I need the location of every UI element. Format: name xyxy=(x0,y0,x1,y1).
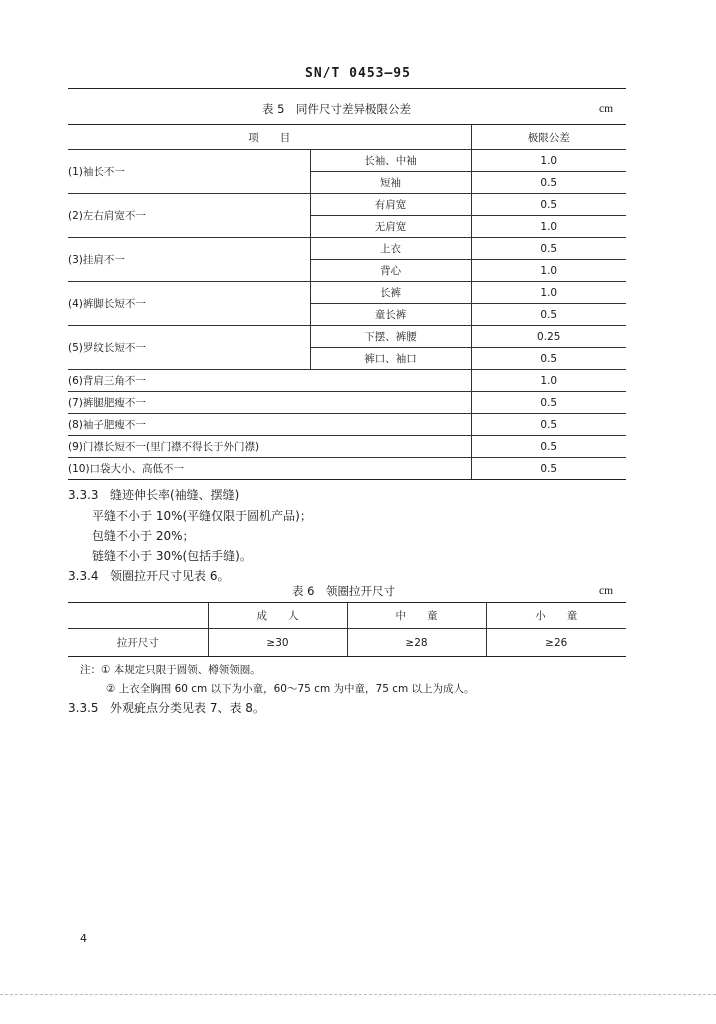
section-3-3-3-line: 包缝不小于 20%； xyxy=(92,529,195,543)
table5-sub-item: 裤口、袖口 xyxy=(310,348,471,370)
table5-sub-item: 下摆、裤腰 xyxy=(310,326,471,348)
table5-unit: cm xyxy=(599,103,614,115)
table5-value: 0.5 xyxy=(471,172,626,194)
note-item: ② 上衣全胸围 60 cm 以下为小童，60～75 cm 为中童，75 cm 以上为成人。 xyxy=(106,683,475,695)
section-title: 缝迹伸长率(袖缝、摆缝) xyxy=(110,488,240,502)
table6-value-small-child: ≥26 xyxy=(486,629,626,657)
table5-value: 0.5 xyxy=(471,436,626,458)
table6-caption: 表 6 领圈拉开尺寸 xyxy=(292,584,395,598)
table5-value: 1.0 xyxy=(471,260,626,282)
section-3-3-4-heading xyxy=(68,567,229,584)
document-id: SN/T 0453—95 xyxy=(305,66,411,81)
table5-value: 0.5 xyxy=(471,458,626,480)
table5-item: (8)袖子肥瘦不一 xyxy=(68,414,471,436)
section-3-3-3-line: 链缝不小于 30%(包括手缝)。 xyxy=(92,549,252,563)
note-prefix: 注： xyxy=(80,664,101,676)
table5-value: 0.5 xyxy=(471,238,626,260)
table5-sub-item: 无肩宽 xyxy=(310,216,471,238)
section-title: 领圈拉开尺寸见表 6。 xyxy=(110,569,230,583)
table6-note xyxy=(80,662,261,677)
section-number: 3.3.4 xyxy=(68,569,99,583)
section-3-3-3-line: 平缝不小于 10%(平缝仅限于圆机产品)； xyxy=(92,509,312,523)
table6-header-adult: 成 人 xyxy=(208,603,347,629)
page-number: 4 xyxy=(80,932,87,945)
table6-header-blank xyxy=(68,603,208,629)
table6-value-middle-child: ≥28 xyxy=(347,629,486,657)
table6-unit: cm xyxy=(599,585,614,597)
table6-value-adult: ≥30 xyxy=(208,629,347,657)
table5-value: 0.5 xyxy=(471,392,626,414)
header-rule xyxy=(68,88,626,89)
table5-item: (7)裤腿肥瘦不一 xyxy=(68,392,471,414)
table5-item: (4)裤脚长短不一 xyxy=(68,282,310,326)
table5-item: (3)挂肩不一 xyxy=(68,238,310,282)
table5-value: 1.0 xyxy=(471,282,626,304)
table5-header-item: 项 目 xyxy=(68,125,471,150)
table5-item: (2)左右肩宽不一 xyxy=(68,194,310,238)
table5-sub-item: 长袖、中袖 xyxy=(310,150,471,172)
table5-value: 0.5 xyxy=(471,348,626,370)
table5-value: 0.5 xyxy=(471,414,626,436)
table5-caption: 表 5 同件尺寸差异极限公差 xyxy=(262,102,411,116)
table5-value: 0.5 xyxy=(471,194,626,216)
table6 xyxy=(68,602,626,657)
table5-sub-item: 童长裤 xyxy=(310,304,471,326)
section-3-3-5-heading xyxy=(68,699,265,716)
section-number: 3.3.5 xyxy=(68,701,99,715)
section-title: 外观疵点分类见表 7、表 8。 xyxy=(110,701,265,715)
table5-header-tolerance: 极限公差 xyxy=(471,125,626,150)
table6-header-small-child: 小 童 xyxy=(486,603,626,629)
table5 xyxy=(68,124,626,480)
table5-item: (1)袖长不一 xyxy=(68,150,310,194)
table6-row-label: 拉开尺寸 xyxy=(68,629,208,657)
table5-value: 1.0 xyxy=(471,216,626,238)
table5-item: (6)背肩三角不一 xyxy=(68,370,471,392)
table5-value: 0.5 xyxy=(471,304,626,326)
table5-item: (5)罗纹长短不一 xyxy=(68,326,310,370)
section-number: 3.3.3 xyxy=(68,488,99,502)
section-3-3-3-heading xyxy=(68,486,239,503)
table5-sub-item: 长裤 xyxy=(310,282,471,304)
table5-item: (9)门襟长短不一(里门襟不得长于外门襟) xyxy=(68,436,471,458)
scan-edge-line xyxy=(0,994,716,995)
table5-item: (10)口袋大小、高低不一 xyxy=(68,458,471,480)
table5-sub-item: 上衣 xyxy=(310,238,471,260)
table5-sub-item: 有肩宽 xyxy=(310,194,471,216)
table6-header-middle-child: 中 童 xyxy=(347,603,486,629)
table5-sub-item: 短袖 xyxy=(310,172,471,194)
table5-sub-item: 背心 xyxy=(310,260,471,282)
table5-value: 0.25 xyxy=(471,326,626,348)
table5-value: 1.0 xyxy=(471,370,626,392)
note-item: ① 本规定只限于圆领、樽领领圈。 xyxy=(101,664,261,676)
table5-value: 1.0 xyxy=(471,150,626,172)
